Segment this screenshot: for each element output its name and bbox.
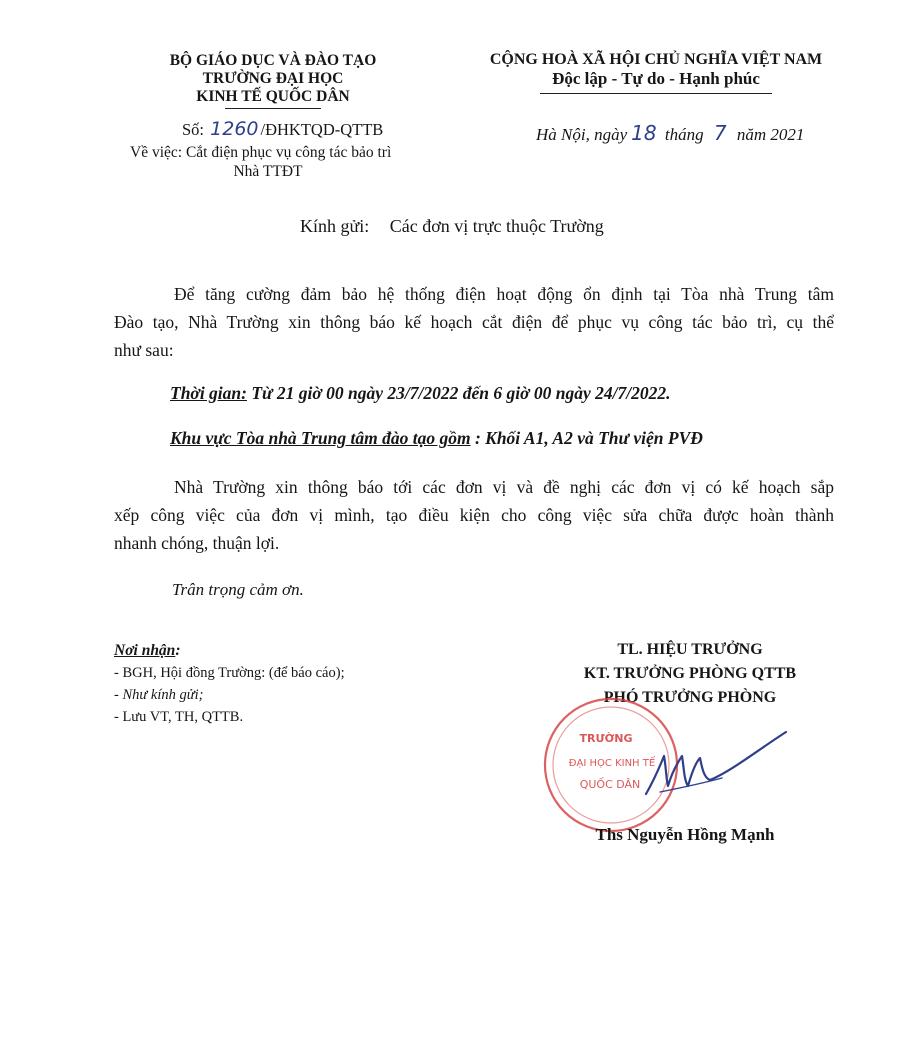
paragraph-2 xyxy=(114,473,834,557)
area-value: : Khối A1, A2 và Thư viện PVĐ xyxy=(474,428,703,448)
signer-name: Ths Nguyễn Hồng Mạnh xyxy=(595,825,775,844)
number-handwritten: 1260 xyxy=(210,118,259,140)
header-left-rule xyxy=(225,108,321,109)
recipient-value: Các đơn vị trực thuộc Trường xyxy=(389,216,604,236)
day-handwritten: 18 xyxy=(631,121,657,145)
recipients-item-3: - Lưu VT, TH, QTTB. xyxy=(114,709,244,725)
country-name: CỘNG HOÀ XÃ HỘI CHỦ NGHĨA VIỆT NAM xyxy=(489,51,823,68)
stamp-text-line2: ĐẠI HỌC KINH TẾ xyxy=(568,758,656,769)
area-label: Khu vực Tòa nhà Trung tâm đào tạo gồm xyxy=(170,428,471,448)
number-label: Số: xyxy=(182,120,205,139)
time-value: Từ 21 giờ 00 ngày 23/7/2022 đến 6 giờ 00 ngày 24/7/2022. xyxy=(251,383,671,403)
signature-line2: KT. TRƯỞNG PHÒNG QTTB xyxy=(583,665,797,682)
motto-rule xyxy=(540,93,772,94)
subject xyxy=(130,143,406,181)
recipients-list xyxy=(114,640,345,728)
closing: Trân trọng cảm ơn. xyxy=(172,580,304,599)
stamp-text-line1: TRƯỜNG xyxy=(579,732,633,745)
month-handwritten: 7 xyxy=(713,121,727,145)
paragraph-1 xyxy=(114,280,834,364)
year-label: năm 2021 xyxy=(736,125,805,144)
subject-line2: Nhà TTĐT xyxy=(233,163,303,180)
area-line xyxy=(170,428,703,449)
paragraph-2-line2: xếp công việc của đơn vị mình, tạo điều kiện cho công việc sửa chữa được hoàn thành xyxy=(114,505,834,525)
recipients-title: Nơi nhận xyxy=(114,642,176,659)
header-right xyxy=(462,50,850,94)
paragraph-2-line3: nhanh chóng, thuận lợi. xyxy=(114,533,280,553)
stamp-text-line3: QUỐC DÂN xyxy=(579,778,641,791)
paragraph-1-line3: như sau: xyxy=(114,340,174,360)
recipient-label: Kính gửi: xyxy=(300,216,370,236)
ministry-name: BỘ GIÁO DỤC VÀ ĐÀO TẠO xyxy=(169,52,377,69)
document-number xyxy=(182,118,383,140)
signature-line3: PHÓ TRƯỞNG PHÒNG xyxy=(603,689,777,706)
recipients-item-1: - BGH, Hội đồng Trường: (để báo cáo); xyxy=(114,665,345,681)
subject-label: Về việc: xyxy=(130,144,183,161)
paragraph-2-line1: Nhà Trường xin thông báo tới các đơn vị và đề nghị các đơn vị có kế hoạch sắp xyxy=(174,477,834,497)
handwritten-signature-icon xyxy=(640,722,790,802)
school-name-line1: TRƯỜNG ĐẠI HỌC xyxy=(202,70,344,87)
paragraph-1-line2: Đào tạo, Nhà Trường xin thông báo kế hoạch cắt điện để phục vụ công tác bảo trì, cụ thể xyxy=(114,312,834,332)
place-date-prefix: Hà Nội, ngày xyxy=(536,125,628,144)
recipients-colon: : xyxy=(175,642,181,659)
time-label: Thời gian: xyxy=(170,383,247,403)
recipients-item-2: - Như kính gửi; xyxy=(114,687,204,703)
subject-line1: Cắt điện phục vụ công tác bảo trì xyxy=(185,144,392,161)
motto: Độc lập - Tự do - Hạnh phúc xyxy=(552,69,760,88)
header-left xyxy=(150,52,396,109)
school-name-line2: KINH TẾ QUỐC DÂN xyxy=(196,88,350,105)
number-suffix: /ĐHKTQD-QTTB xyxy=(260,120,384,139)
paragraph-1-line1: Để tăng cường đảm bảo hệ thống điện hoạt động ổn định tại Tòa nhà Trung tâm xyxy=(174,284,834,304)
recipient xyxy=(300,216,604,237)
month-label: tháng xyxy=(664,125,704,144)
signature-line1: TL. HIỆU TRƯỞNG xyxy=(617,641,763,658)
time-line xyxy=(170,383,671,404)
place-date xyxy=(536,121,804,145)
